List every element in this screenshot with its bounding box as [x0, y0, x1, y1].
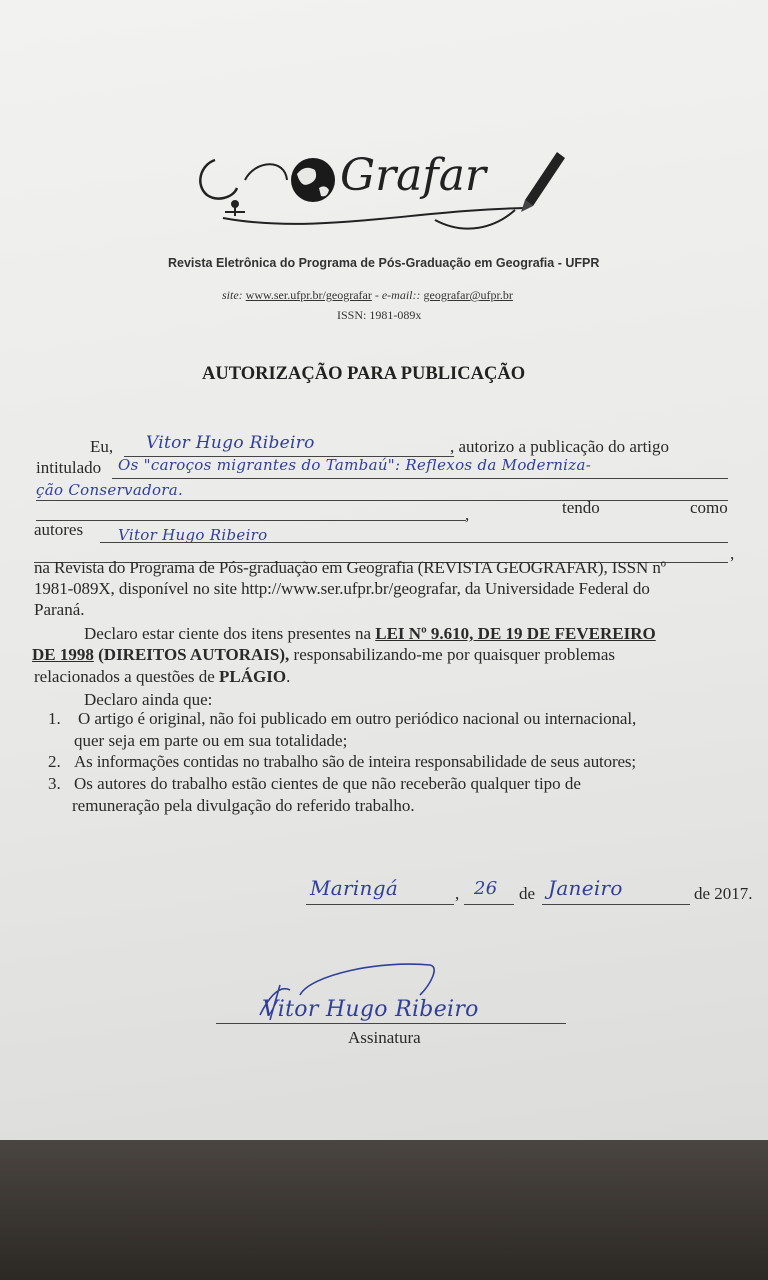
item-3-line-1: Os autores do trabalho estão cientes de que não receberão qualquer tipo de: [74, 774, 581, 793]
eu-label: Eu,: [90, 437, 114, 456]
email-label: - e-mail::: [374, 288, 421, 302]
author-name-handwritten: Vitor Hugo Ribeiro: [146, 433, 315, 453]
year-text: de 2017.: [694, 884, 753, 903]
declaration-intro-text: Declaro estar ciente dos itens presentes na: [84, 624, 371, 643]
date-comma: ,: [455, 884, 460, 903]
title-line-3: [36, 520, 466, 521]
item-1-number: 1.: [48, 709, 61, 728]
intitulado-label: intitulado: [36, 458, 102, 477]
autores-label: autores: [34, 520, 84, 539]
logo-wordmark: Grafar: [340, 150, 486, 201]
journal-line-3: Paraná.: [34, 600, 85, 619]
site-link[interactable]: www.ser.ufpr.br/geografar: [245, 288, 372, 302]
law-topic: (DIREITOS AUTORAIS),: [98, 645, 290, 664]
declaration-ainda: Declaro ainda que:: [84, 690, 213, 709]
tendo-label: tendo: [562, 498, 600, 517]
journal-line-2: 1981-089X, disponível no site http://www.ser.ufpr.br/geografar, da Universidade Federal do: [34, 579, 650, 598]
declaration-line-3: relacionados a questões de PLÁGIO.: [34, 667, 291, 686]
related-text: relacionados a questões de: [34, 667, 215, 686]
page-title: AUTORIZAÇÃO PARA PUBLICAÇÃO: [202, 364, 526, 384]
title-line-1: [112, 478, 728, 479]
site-label: site:: [222, 288, 243, 302]
signature-handwritten: Vitor Hugo Ribeiro: [262, 997, 479, 1022]
signature-line: [216, 1023, 566, 1024]
background-surface: [0, 1140, 768, 1280]
responsibility-text: responsabilizando-me por quaisquer problemas: [293, 645, 616, 664]
law-year: DE 1998: [32, 645, 94, 664]
issn: ISSN: 1981-089x: [337, 308, 422, 322]
plagio-text: PLÁGIO: [219, 667, 287, 686]
item-1-line-1: O artigo é original, não foi publicado em outro periódico nacional ou internacional,: [78, 709, 637, 728]
law-reference: LEI Nº 9.610, DE 19 DE FEVEREIRO: [375, 624, 656, 643]
city-handwritten: Maringá: [310, 876, 399, 900]
day-line: [464, 904, 514, 905]
item-2-line-1: As informações contidas no trabalho são de inteira responsabilidade de seus autores;: [74, 752, 636, 771]
como-label: como: [690, 498, 728, 517]
journal-subtitle: Revista Eletrônica do Programa de Pós-Graduação em Geografia - UFPR: [168, 256, 600, 270]
autores-line-1: [100, 542, 728, 543]
comma: ,: [465, 505, 470, 524]
month-line: [542, 904, 690, 905]
comma-2: ,: [730, 544, 735, 563]
title-line-2: [36, 500, 728, 501]
article-title-line-1: Os "caroços migrantes do Tambaú": Reflexos da Moderniza-: [118, 456, 592, 474]
item-3-line-2: remuneração pela divulgação do referido trabalho.: [72, 796, 415, 815]
email-link[interactable]: geografar@ufpr.br: [423, 288, 513, 302]
item-2-number: 2.: [48, 752, 61, 771]
contact-line: [222, 288, 513, 303]
signature-label: Assinatura: [348, 1028, 421, 1047]
month-handwritten: Janeiro: [548, 876, 623, 900]
declaration-line-2: [32, 645, 615, 665]
declaration-intro: [84, 624, 656, 644]
item-1-line-2: quer seja em parte ou em sua totalidade;: [74, 731, 348, 750]
article-title-line-2: ção Conservadora.: [36, 481, 184, 499]
autorizo-text: , autorizo a publicação do artigo: [450, 437, 670, 456]
item-3-number: 3.: [48, 774, 61, 793]
day-handwritten: 26: [474, 878, 498, 899]
city-line: [306, 904, 454, 905]
autores-handwritten: Vitor Hugo Ribeiro: [118, 526, 268, 544]
journal-line-1: na Revista do Programa de Pós-graduação em Geografia (REVISTA GEOGRAFAR), ISSN nº: [34, 558, 666, 577]
de-label: de: [519, 884, 536, 903]
